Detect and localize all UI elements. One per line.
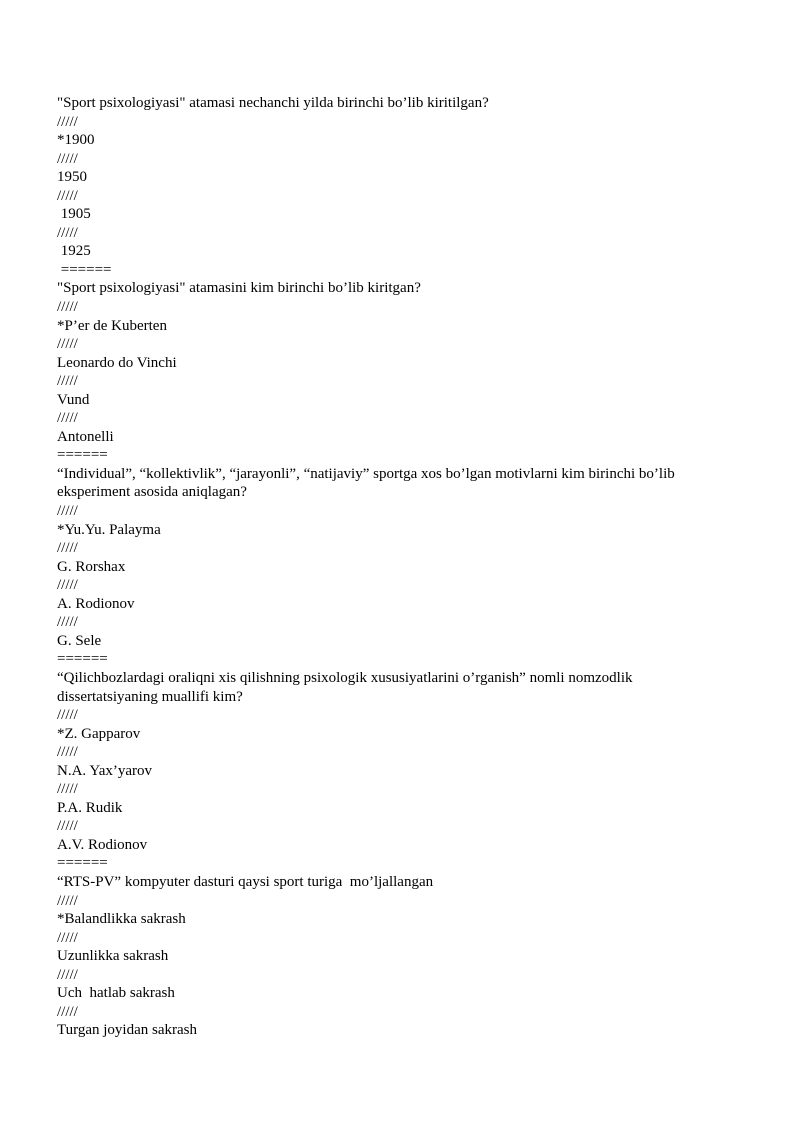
separator: ///// xyxy=(57,410,78,427)
separator: ///// xyxy=(57,299,78,316)
question-block-3 xyxy=(57,465,697,669)
question-text: "Sport psixologiyasi" atamasini kim birinchi bo’lib kiritgan? xyxy=(57,280,421,297)
answer-option: 1925 xyxy=(57,243,91,260)
separator: ///// xyxy=(57,150,78,167)
question-end-marker: ====== xyxy=(57,855,108,872)
separator: ///// xyxy=(57,1003,78,1020)
question-text: "Sport psixologiyasi" atamasi nechanchi yilda birinchi bo’lib kiritilgan? xyxy=(57,95,489,111)
separator: ///// xyxy=(57,892,78,909)
separator: ///// xyxy=(57,577,78,594)
answer-option: A.V. Rodionov xyxy=(57,836,148,853)
question-text: “Individual”, “kollektivlik”, “jarayonli”, “natijaviy” sportga xos bo’lgan motivlarni kim birinchi bo’lib eksperiment asosida aniqlagan? xyxy=(57,465,675,501)
separator: ///// xyxy=(57,744,78,761)
separator: ///// xyxy=(57,614,78,631)
answer-option: 1950 xyxy=(57,169,87,186)
separator: ///// xyxy=(57,781,78,798)
correct-answer: *Balandlikka sakrash xyxy=(57,911,186,928)
question-block-1 xyxy=(57,94,697,279)
question-block-2 xyxy=(57,279,697,464)
separator: ///// xyxy=(57,707,78,724)
separator: ///// xyxy=(57,540,78,557)
separator: ///// xyxy=(57,966,78,983)
separator: ///// xyxy=(57,336,78,353)
answer-option: Antonelli xyxy=(57,428,114,445)
separator: ///// xyxy=(57,929,78,946)
answer-option: Turgan joyidan sakrash xyxy=(57,1022,197,1039)
answer-option: G. Rorshax xyxy=(57,558,126,575)
question-end-marker: ====== xyxy=(57,447,108,464)
correct-answer: *Yu.Yu. Palayma xyxy=(57,521,161,538)
question-block-4 xyxy=(57,669,697,873)
document-page xyxy=(57,94,697,1040)
separator: ///// xyxy=(57,224,78,241)
answer-option: G. Sele xyxy=(57,632,102,649)
answer-option: N.A. Yax’yarov xyxy=(57,762,152,779)
answer-option: Vund xyxy=(57,391,90,408)
separator: ///// xyxy=(57,818,78,835)
answer-option: 1905 xyxy=(57,206,91,223)
separator: ///// xyxy=(57,187,78,204)
question-text: “RTS-PV” kompyuter dasturi qaysi sport turiga mo’ljallangan xyxy=(57,873,434,890)
answer-option: Uch hatlab sakrash xyxy=(57,985,175,1002)
answer-option: Uzunlikka sakrash xyxy=(57,948,169,965)
correct-answer: *Z. Gapparov xyxy=(57,725,141,742)
question-block-5 xyxy=(57,873,697,1040)
correct-answer: *1900 xyxy=(57,132,95,149)
answer-option: Leonardo do Vinchi xyxy=(57,354,177,371)
correct-answer: *P’er de Kuberten xyxy=(57,317,167,334)
question-text: “Qilichbozlardagi oraliqni xis qilishning psixologik xususiyatlarini o’rganish” nomli nomzodlik dissertatsiyaning muallifi kim? xyxy=(57,669,633,705)
separator: ///// xyxy=(57,503,78,520)
answer-option: P.A. Rudik xyxy=(57,799,123,816)
question-end-marker: ====== xyxy=(57,261,112,278)
answer-option: A. Rodionov xyxy=(57,595,135,612)
separator: ///// xyxy=(57,373,78,390)
separator: ///// xyxy=(57,113,78,130)
question-end-marker: ====== xyxy=(57,651,108,668)
